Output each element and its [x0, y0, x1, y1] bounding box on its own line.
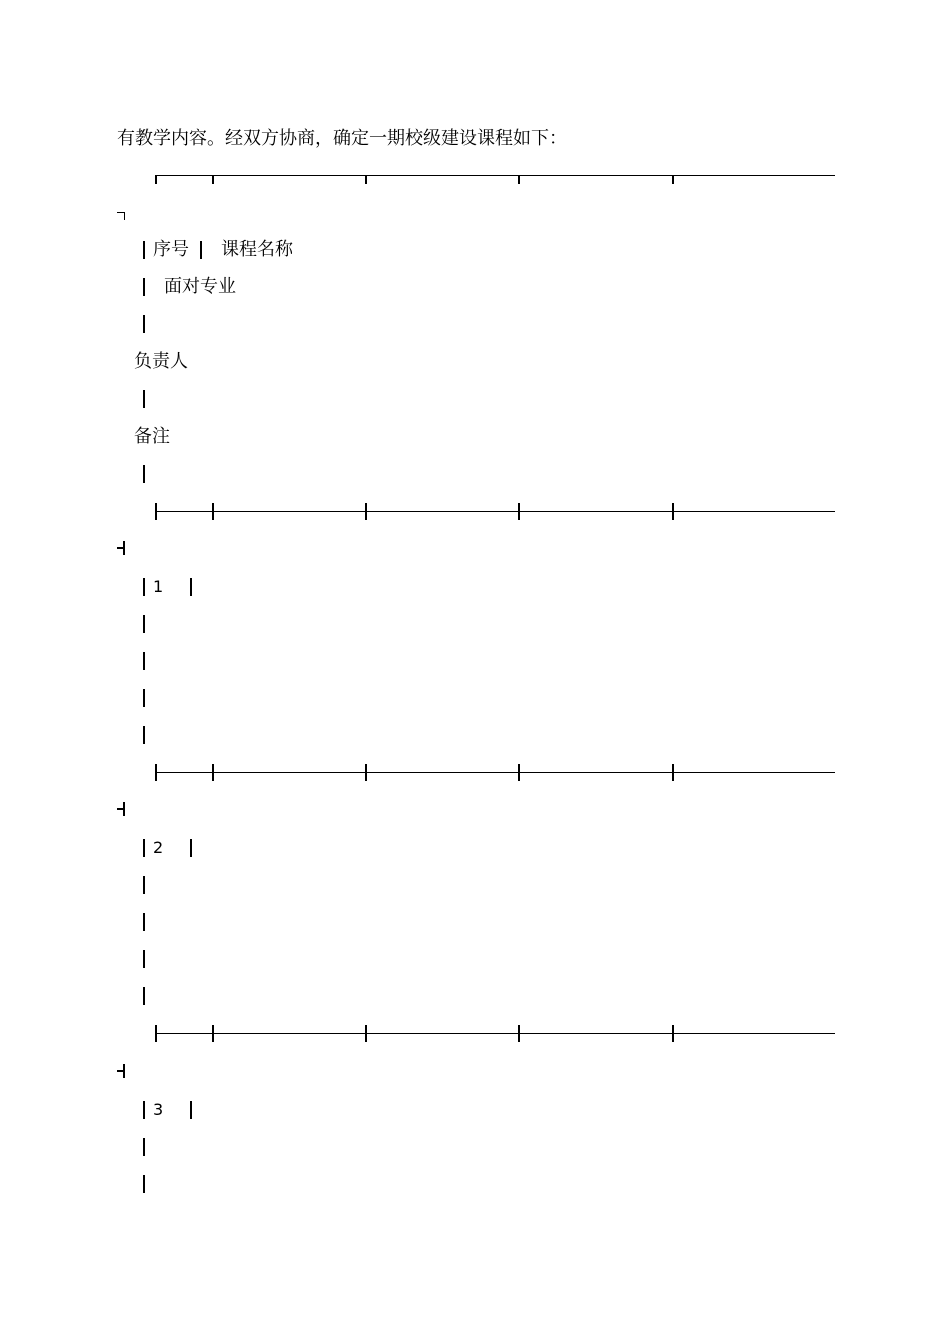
row-seq: 2 — [153, 838, 164, 857]
intro-paragraph: 有教学内容。经双方协商，确定一期校级建设课程如下： — [117, 128, 567, 149]
header-owner: 负责人 — [134, 351, 188, 372]
row-seq: 1 — [153, 577, 164, 596]
header-seq: 序号 — [153, 239, 189, 260]
header-note: 备注 — [134, 426, 170, 447]
header-major: 面对专业 — [164, 276, 236, 297]
header-course-name: 课程名称 — [221, 239, 293, 260]
table-side-joint — [117, 802, 125, 816]
row-seq: 3 — [153, 1100, 164, 1119]
table-side-joint — [117, 1064, 125, 1078]
table-top-corner — [117, 212, 125, 220]
table-side-joint — [117, 541, 125, 555]
